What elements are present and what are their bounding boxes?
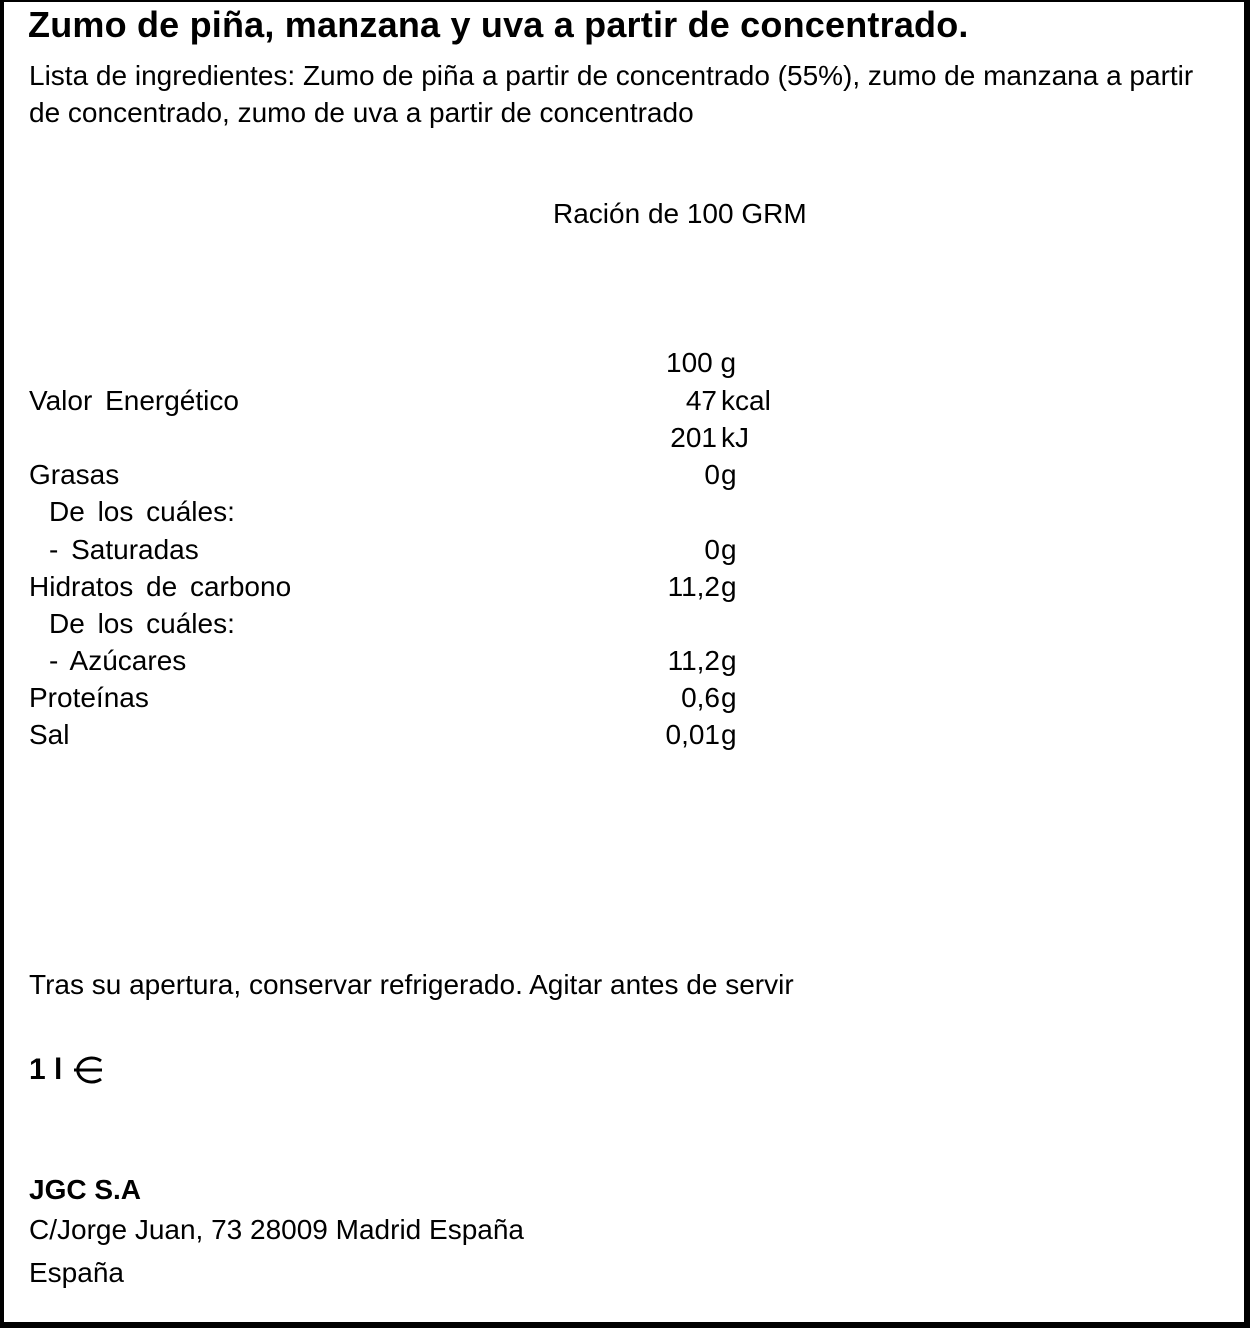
nutrition-value-fat: 0 [704,459,720,490]
nutrition-label-of-which-carbs: De los cuáles: [49,608,235,639]
nutrition-label-of-which-fat: De los cuáles: [49,496,235,527]
net-volume [29,1052,112,1088]
company-address: C/Jorge Juan, 73 28009 Madrid España [29,1214,524,1245]
nutrition-label-carbohydrates: Hidratos de carbono [29,571,292,602]
nutrition-value-energy-kcal: 47 [685,385,717,416]
nutrition-value-energy-kj: 201 [670,422,717,453]
nutrition-unit-protein: g [721,682,737,713]
nutrition-unit-kcal: kcal [721,385,771,416]
nutrition-value-protein: 0,6 [681,682,720,713]
nutrition-value-salt: 0,01 [665,719,720,750]
nutrition-label-energy: Valor Energético [29,385,239,416]
product-title: Zumo de piña, manzana y uva a partir de concentrado. [28,4,969,45]
ingredients-list: Lista de ingredientes: Zumo de piña a partir de concentrado (55%), zumo de manzana a partir de concentrado, zumo de uva a partir de concentrado [29,60,1194,128]
net-volume-text: 1 l [29,1053,63,1086]
estimated-sign-icon [68,1052,112,1088]
nutrition-unit-fat: g [721,459,737,490]
company-country: España [29,1257,124,1288]
nutrition-label-saturates: - Saturadas [49,534,199,565]
nutrition-label-salt: Sal [29,719,70,750]
nutrition-value-sugars: 11,2 [667,645,720,676]
nutrition-unit-sugars: g [721,645,737,676]
nutrition-value-carbohydrates: 11,2 [667,571,720,602]
nutrition-unit-saturates: g [721,534,737,565]
nutrition-label-fat: Grasas [29,459,120,490]
nutrition-unit-carbohydrates: g [721,571,737,602]
nutrition-label-protein: Proteínas [29,682,149,713]
company-name: JGC S.A [29,1174,142,1205]
nutrition-unit-salt: g [721,719,737,750]
nutrition-label-sugars: - Azúcares [49,645,187,676]
nutrition-unit-kj: kJ [721,422,749,453]
nutrition-column-header: 100 g [666,347,737,378]
nutrition-value-saturates: 0 [704,534,720,565]
portion-size: Ración de 100 GRM [553,198,807,229]
storage-instructions: Tras su apertura, conservar refrigerado. Agitar antes de servir [29,969,794,1000]
